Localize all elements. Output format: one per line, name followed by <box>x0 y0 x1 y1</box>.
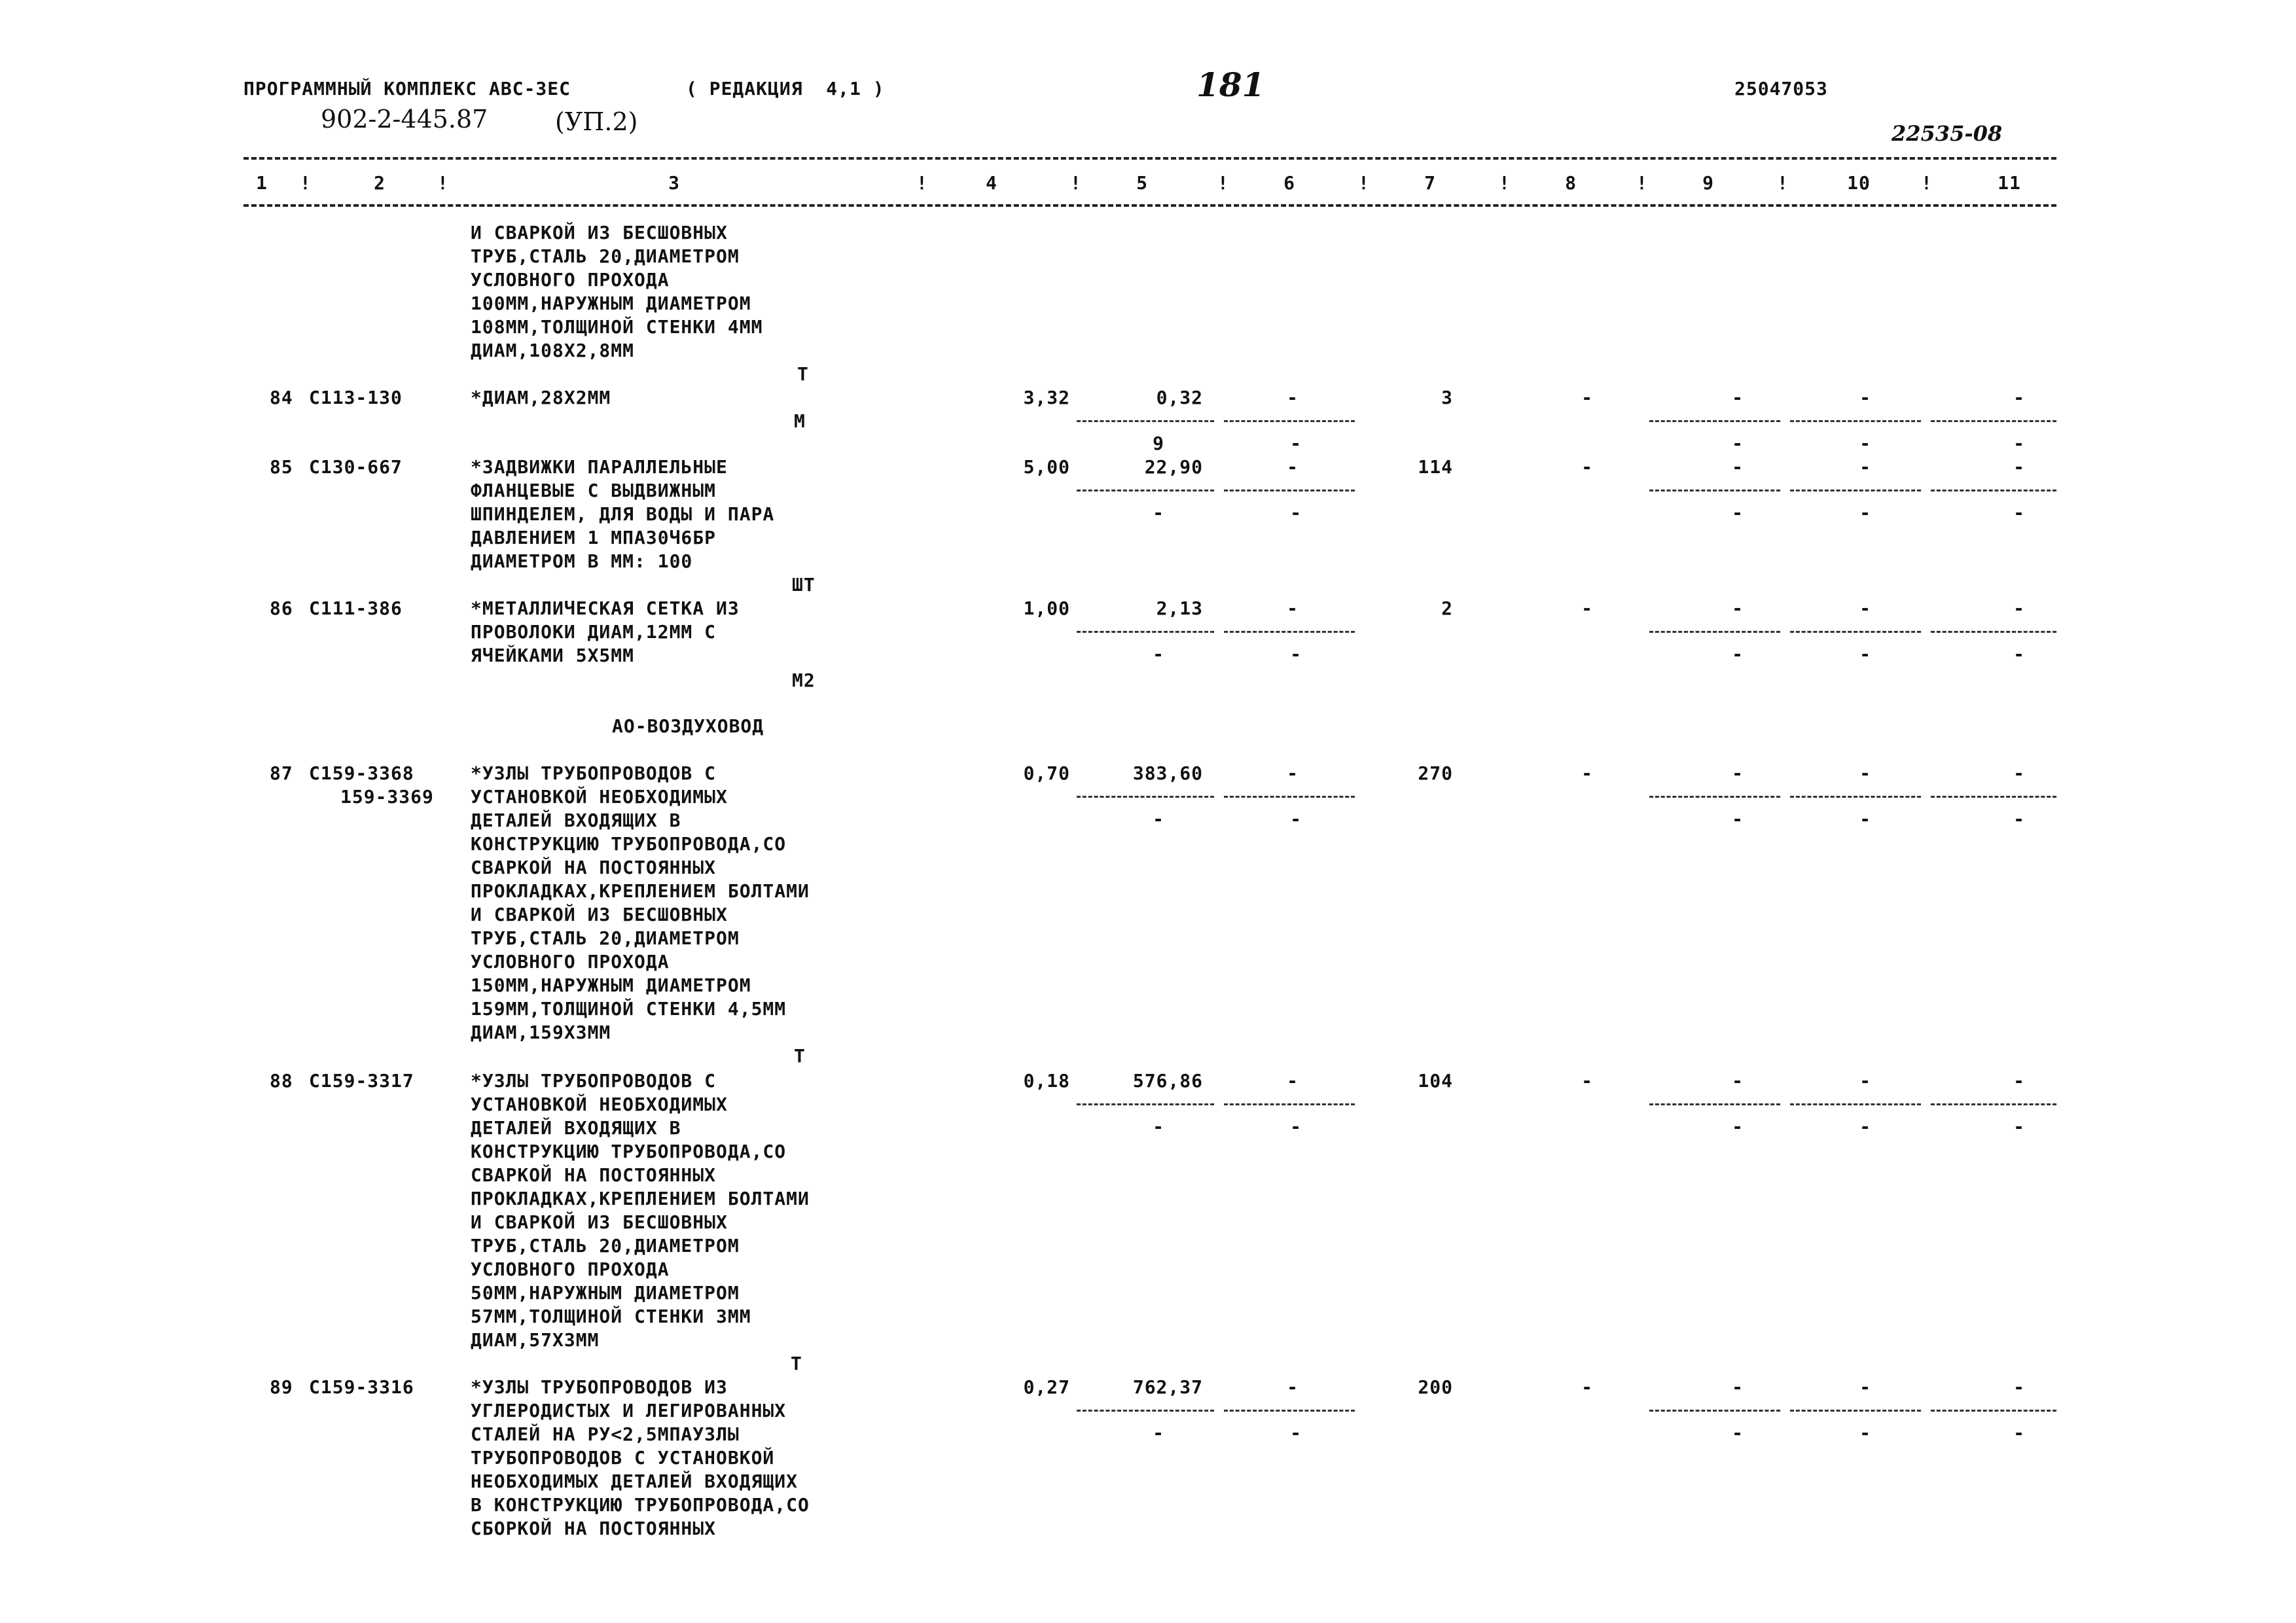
unit-price-value: 2,13 <box>1156 597 1203 619</box>
col10-value: - <box>1859 456 1871 478</box>
unit-price-value: 762,37 <box>1132 1376 1203 1398</box>
col-sep: ! <box>1217 172 1229 194</box>
sub-value: - <box>1732 502 1744 524</box>
unit-price-value: 0,32 <box>1156 387 1203 408</box>
col9-value: - <box>1732 762 1744 784</box>
col-header-6: 6 <box>1283 172 1295 194</box>
sub-value: - <box>1290 808 1302 830</box>
row-description-line: СБОРКОЙ НА ПОСТОЯННЫХ <box>471 1518 717 1539</box>
row-description-line: СВАРКОЙ НА ПОСТОЯННЫХ <box>471 1164 717 1186</box>
col8-value: - <box>1581 456 1593 478</box>
col-header-8: 8 <box>1565 172 1577 194</box>
continuation-line: И СВАРКОЙ ИЗ БЕСШОВНЫХ <box>471 222 728 243</box>
col8-value: - <box>1581 762 1593 784</box>
continuation-line: 108ММ,ТОЛЩИНОЙ СТЕНКИ 4ММ <box>471 316 763 338</box>
sub-rule <box>1931 1103 2056 1105</box>
row-unit: М2 <box>792 669 816 691</box>
col10-value: - <box>1859 1376 1871 1398</box>
sub-value: - <box>1153 502 1164 524</box>
sub-value: - <box>1732 643 1744 665</box>
row-description-line: ДИАМЕТРОМ В ММ: 100 <box>471 550 693 572</box>
row-description-line: НЕОБХОДИМЫХ ДЕТАЛЕЙ ВХОДЯЩИХ <box>471 1471 798 1492</box>
sub-value: - <box>1859 502 1871 524</box>
rate-code: С111-386 <box>309 597 403 619</box>
sub-value: 9 <box>1153 433 1164 454</box>
sub-value: - <box>1732 1422 1744 1444</box>
sub-value: - <box>2013 643 2025 665</box>
col6-value: - <box>1287 456 1299 478</box>
col11-value: - <box>2013 387 2025 408</box>
sub-rule <box>1224 490 1355 491</box>
row-unit: М <box>794 410 806 432</box>
total-value: 3 <box>1441 387 1453 408</box>
sub-rule <box>1790 796 1921 798</box>
row-description-line: УСЛОВНОГО ПРОХОДА <box>471 1258 670 1280</box>
row-description-line: КОНСТРУКЦИЮ ТРУБОПРОВОДА,СО <box>471 833 787 855</box>
row-description-line: УСЛОВНОГО ПРОХОДА <box>471 951 670 972</box>
row-number: 84 <box>270 387 293 408</box>
col10-value: - <box>1859 762 1871 784</box>
sub-value: - <box>1153 643 1164 665</box>
sub-rule <box>1077 420 1214 422</box>
col-header-7: 7 <box>1424 172 1436 194</box>
sub-rule <box>1224 420 1355 422</box>
col9-value: - <box>1732 1376 1744 1398</box>
col9-value: - <box>1732 597 1744 619</box>
row-description-line: УСТАНОВКОЙ НЕОБХОДИМЫХ <box>471 786 728 808</box>
col9-value: - <box>1732 456 1744 478</box>
row-description-line: ТРУБ,СТАЛЬ 20,ДИАМЕТРОМ <box>471 1235 740 1257</box>
rate-code: С159-3317 <box>309 1070 414 1092</box>
row-number: 85 <box>270 456 293 478</box>
col8-value: - <box>1581 1376 1593 1398</box>
sub-rule <box>1790 1103 1921 1105</box>
sub-rule <box>1224 1410 1355 1412</box>
row-description-line: УГЛЕРОДИСТЫХ И ЛЕГИРОВАННЫХ <box>471 1400 787 1421</box>
sub-rule <box>1649 1410 1780 1412</box>
col-sep: ! <box>1921 172 1933 194</box>
col6-value: - <box>1287 387 1299 408</box>
row-unit: Т <box>794 1045 806 1067</box>
col11-value: - <box>2013 1070 2025 1092</box>
row-description-line: И СВАРКОЙ ИЗ БЕСШОВНЫХ <box>471 904 728 925</box>
row-description-line: 159ММ,ТОЛЩИНОЙ СТЕНКИ 4,5ММ <box>471 998 787 1020</box>
rate-code-secondary: 159-3369 <box>340 786 434 808</box>
row-number: 88 <box>270 1070 293 1092</box>
col10-value: - <box>1859 1070 1871 1092</box>
quantity-value: 3,32 <box>1023 387 1070 408</box>
row-description-line: ПРОВОЛОКИ ДИАМ,12ММ С <box>471 621 717 643</box>
col-header-5: 5 <box>1136 172 1148 194</box>
quantity-value: 1,00 <box>1023 597 1070 619</box>
sub-value: - <box>1732 808 1744 830</box>
sub-value: - <box>1290 1116 1302 1137</box>
sub-value: - <box>1153 1422 1164 1444</box>
col11-value: - <box>2013 597 2025 619</box>
row-description-line: ДАВЛЕНИЕМ 1 МПА30Ч6БР <box>471 527 717 548</box>
sub-value: - <box>1859 643 1871 665</box>
row-description-line: ДИАМ,57Х3ММ <box>471 1329 600 1351</box>
row-description-line: *МЕТАЛЛИЧЕСКАЯ СЕТКА ИЗ <box>471 597 740 619</box>
row-description-line: УСТАНОВКОЙ НЕОБХОДИМЫХ <box>471 1094 728 1115</box>
col-sep: ! <box>1499 172 1511 194</box>
sub-value: - <box>1290 1422 1302 1444</box>
unit-price-value: 576,86 <box>1132 1070 1203 1092</box>
col8-value: - <box>1581 1070 1593 1092</box>
sub-rule <box>1931 1410 2056 1412</box>
row-description-line: ТРУБ,СТАЛЬ 20,ДИАМЕТРОМ <box>471 927 740 949</box>
col-sep: ! <box>1358 172 1370 194</box>
row-unit: Т <box>791 1353 802 1374</box>
col-sep: ! <box>300 172 312 194</box>
sub-value: - <box>1290 433 1302 454</box>
total-value: 200 <box>1418 1376 1453 1398</box>
col10-value: - <box>1859 597 1871 619</box>
continuation-line: 100ММ,НАРУЖНЫМ ДИАМЕТРОМ <box>471 293 751 314</box>
sub-rule <box>1224 631 1355 633</box>
col-sep: ! <box>916 172 928 194</box>
table-header-rule <box>243 204 2056 207</box>
edition-label: ( РЕДАКЦИЯ 4,1 ) <box>686 78 885 99</box>
sub-rule <box>1649 490 1780 491</box>
continuation-line: ДИАМ,108Х2,8ММ <box>471 340 635 361</box>
row-description-line: *ЗАДВИЖКИ ПАРАЛЛЕЛЬНЫЕ <box>471 456 728 478</box>
col11-value: - <box>2013 1376 2025 1398</box>
sub-value: - <box>1153 808 1164 830</box>
section-title: АО-ВОЗДУХОВОД <box>612 715 764 737</box>
col9-value: - <box>1732 1070 1744 1092</box>
program-name: ПРОГРАММНЫЙ КОМПЛЕКС АВС-3ЕС <box>243 78 571 99</box>
sub-rule <box>1790 490 1921 491</box>
col-sep: ! <box>1636 172 1648 194</box>
sub-rule <box>1077 631 1214 633</box>
col-header-4: 4 <box>986 172 997 194</box>
page-number: 181 <box>1196 65 1265 104</box>
col11-value: - <box>2013 762 2025 784</box>
total-value: 104 <box>1418 1070 1453 1092</box>
col-sep: ! <box>1070 172 1082 194</box>
col6-value: - <box>1287 1376 1299 1398</box>
row-description-line: *УЗЛЫ ТРУБОПРОВОДОВ С <box>471 762 717 784</box>
sub-value: - <box>1153 1116 1164 1137</box>
sub-value: - <box>1859 808 1871 830</box>
project-code: 902-2-445.87 <box>321 105 488 134</box>
row-description-line: И СВАРКОЙ ИЗ БЕСШОВНЫХ <box>471 1211 728 1233</box>
total-value: 114 <box>1418 456 1453 478</box>
sheet-reference: 22535-08 <box>1892 121 2003 146</box>
row-description-line: ЯЧЕЙКАМИ 5Х5ММ <box>471 645 635 666</box>
row-description-line: ФЛАНЦЕВЫЕ С ВЫДВИЖНЫМ <box>471 480 717 501</box>
sub-rule <box>1649 796 1780 798</box>
row-description-line: ПРОКЛАДКАХ,КРЕПЛЕНИЕМ БОЛТАМИ <box>471 880 810 902</box>
row-number: 86 <box>270 597 293 619</box>
row-description-line: В КОНСТРУКЦИЮ ТРУБОПРОВОДА,СО <box>471 1494 810 1516</box>
sub-rule <box>1649 1103 1780 1105</box>
sub-rule <box>1224 1103 1355 1105</box>
row-number: 89 <box>270 1376 293 1398</box>
col-header-2: 2 <box>374 172 386 194</box>
sub-rule <box>1790 1410 1921 1412</box>
row-description-line: СВАРКОЙ НА ПОСТОЯННЫХ <box>471 857 717 878</box>
col6-value: - <box>1287 762 1299 784</box>
volume-label: (УП.2) <box>555 107 638 136</box>
row-number: 87 <box>270 762 293 784</box>
sub-rule <box>1931 631 2056 633</box>
quantity-value: 0,70 <box>1023 762 1070 784</box>
row-description-line: ШПИНДЕЛЕМ, ДЛЯ ВОДЫ И ПАРА <box>471 503 775 525</box>
col10-value: - <box>1859 387 1871 408</box>
rate-code: С113-130 <box>309 387 403 408</box>
sub-value: - <box>2013 1116 2025 1137</box>
col6-value: - <box>1287 1070 1299 1092</box>
sub-value: - <box>1859 1116 1871 1137</box>
col-header-10: 10 <box>1847 172 1871 194</box>
sub-value: - <box>1732 1116 1744 1137</box>
col-sep: ! <box>437 172 449 194</box>
sub-rule <box>1077 1410 1214 1412</box>
continuation-unit: Т <box>797 363 809 385</box>
col8-value: - <box>1581 387 1593 408</box>
row-description-line: ДЕТАЛЕЙ ВХОДЯЩИХ В <box>471 810 681 831</box>
col-header-3: 3 <box>668 172 680 194</box>
row-description-line: СТАЛЕЙ НА РУ<2,5МПАУЗЛЫ <box>471 1423 740 1445</box>
sub-value: - <box>2013 1422 2025 1444</box>
total-value: 270 <box>1418 762 1453 784</box>
sub-value: - <box>2013 502 2025 524</box>
sub-value: - <box>1859 1422 1871 1444</box>
col-header-9: 9 <box>1702 172 1714 194</box>
col6-value: - <box>1287 597 1299 619</box>
sub-rule <box>1649 631 1780 633</box>
sub-value: - <box>1859 433 1871 454</box>
row-description-line: КОНСТРУКЦИЮ ТРУБОПРОВОДА,СО <box>471 1141 787 1162</box>
sub-rule <box>1224 796 1355 798</box>
col9-value: - <box>1732 387 1744 408</box>
row-description-line: 57ММ,ТОЛЩИНОЙ СТЕНКИ 3ММ <box>471 1306 751 1327</box>
sub-rule <box>1931 420 2056 422</box>
col8-value: - <box>1581 597 1593 619</box>
sub-rule <box>1649 420 1780 422</box>
unit-price-value: 22,90 <box>1144 456 1203 478</box>
col-header-1: 1 <box>256 172 268 194</box>
sub-rule <box>1077 1103 1214 1105</box>
sub-value: - <box>2013 808 2025 830</box>
continuation-line: ТРУБ,СТАЛЬ 20,ДИАМЕТРОМ <box>471 245 740 267</box>
sub-value: - <box>1290 502 1302 524</box>
sub-rule <box>1790 631 1921 633</box>
row-description-line: ДИАМ,159Х3ММ <box>471 1022 611 1043</box>
row-description-line: 150ММ,НАРУЖНЫМ ДИАМЕТРОМ <box>471 974 751 996</box>
sub-rule <box>1931 796 2056 798</box>
total-value: 2 <box>1441 597 1453 619</box>
document-code: 25047053 <box>1734 78 1828 99</box>
sub-rule <box>1931 490 2056 491</box>
rate-code: С159-3316 <box>309 1376 414 1398</box>
sub-value: - <box>1732 433 1744 454</box>
col-header-11: 11 <box>1998 172 2021 194</box>
row-description-line: *УЗЛЫ ТРУБОПРОВОДОВ ИЗ <box>471 1376 728 1398</box>
sub-value: - <box>2013 433 2025 454</box>
rate-code: С130-667 <box>309 456 403 478</box>
row-description-line: 50ММ,НАРУЖНЫМ ДИАМЕТРОМ <box>471 1282 740 1304</box>
row-description-line: ДЕТАЛЕЙ ВХОДЯЩИХ В <box>471 1117 681 1139</box>
row-unit: ШТ <box>792 574 816 596</box>
quantity-value: 5,00 <box>1023 456 1070 478</box>
sub-value: - <box>1290 643 1302 665</box>
quantity-value: 0,18 <box>1023 1070 1070 1092</box>
sub-rule <box>1077 796 1214 798</box>
table-top-rule <box>243 157 2056 160</box>
rate-code: С159-3368 <box>309 762 414 784</box>
row-description-line: ТРУБОПРОВОДОВ С УСТАНОВКОЙ <box>471 1447 775 1469</box>
sub-rule <box>1790 420 1921 422</box>
col-sep: ! <box>1777 172 1789 194</box>
quantity-value: 0,27 <box>1023 1376 1070 1398</box>
row-description-line: *УЗЛЫ ТРУБОПРОВОДОВ С <box>471 1070 717 1092</box>
col11-value: - <box>2013 456 2025 478</box>
sub-rule <box>1077 490 1214 491</box>
continuation-line: УСЛОВНОГО ПРОХОДА <box>471 269 670 291</box>
row-description-line: ПРОКЛАДКАХ,КРЕПЛЕНИЕМ БОЛТАМИ <box>471 1188 810 1209</box>
unit-price-value: 383,60 <box>1132 762 1203 784</box>
row-description-line: *ДИАМ,28Х2ММ <box>471 387 611 408</box>
